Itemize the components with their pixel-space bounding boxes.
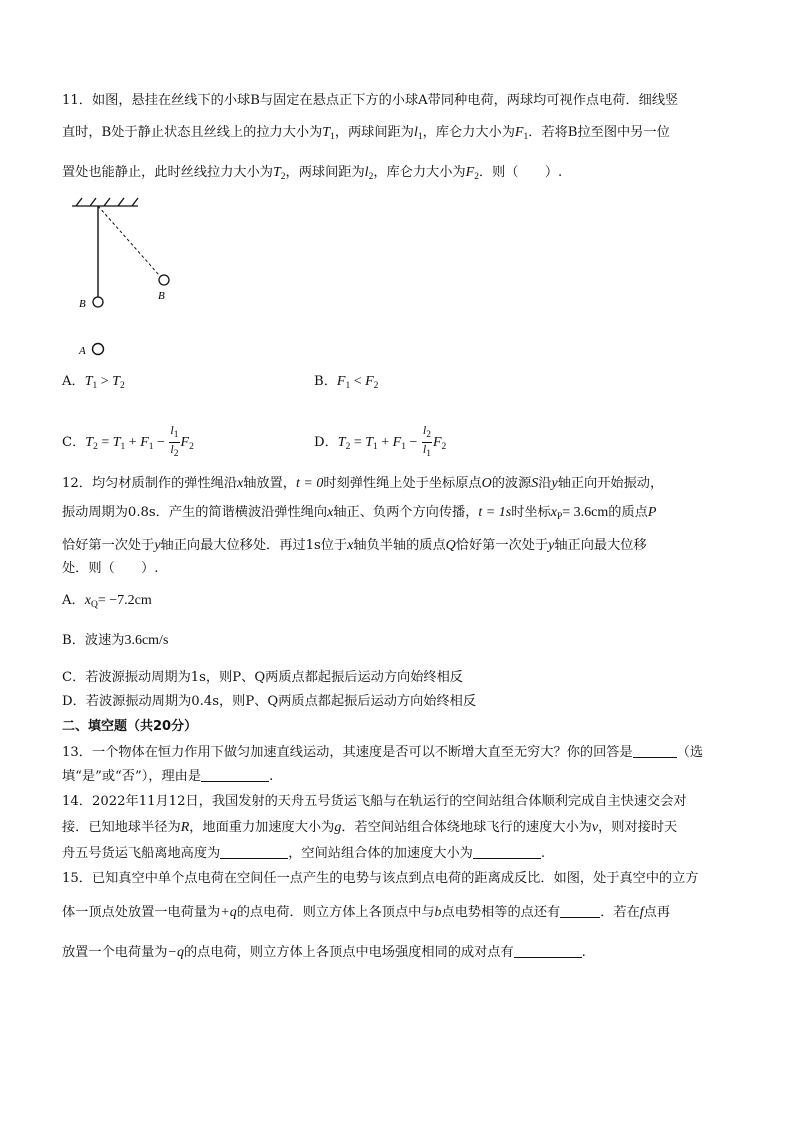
q13-answer-blank-1[interactable] xyxy=(633,743,677,758)
q11-option-c[interactable]: C．$T_2 = T_1 + F_1$ − $\frac{l_1}{l_2}$ $F_2$ xyxy=(62,423,194,459)
q12-option-b[interactable]: B．波速为3.6cm/s xyxy=(62,633,169,648)
q11-line2: 直时，B处于静止状态且丝线上的拉力大小为$T_1$，两球间距为$l_1$，库仑力大小为$F_1$．若将B拉至图中另一位 xyxy=(62,125,670,142)
fraction-l1-over-l2: $\frac{l_1}{l_2}$ xyxy=(170,423,179,459)
q11-line1: 11．如图，悬挂在丝线下的小球B与固定在悬点正下方的小球A带同种电荷，两球均可视作点电荷．细线竖 xyxy=(62,93,679,108)
q12-line1: 12．均匀材质制作的弹性绳沿x轴放置，t = 0时刻弹性绳上处于坐标原点O的波源S沿y轴正向开始振动， xyxy=(62,476,664,491)
fraction-l2-over-l1: $\frac{l_2}{l_1}$ xyxy=(422,423,431,459)
q12-option-a[interactable]: A．$x_Q= -7.2cm$ xyxy=(62,593,152,610)
pendulum-figure xyxy=(62,196,192,366)
dashed-thread xyxy=(98,206,159,275)
q14-line3: 舟五号货运飞船离地高度为 ，空间站组合体的加速度大小为 . xyxy=(62,846,546,861)
q12-line2: 振动周期为0.8s．产生的简谐横波沿弹性绳向x轴正、负两个方向传播，t = 1s时坐标$x_P= 3.6cm$的质点P xyxy=(62,505,657,522)
q11-option-d[interactable]: D．$T_2 = T_1 + F_1$ − $\frac{l_2}{l_1}$ $F_2$ xyxy=(314,423,447,459)
section-fill-in-heading: 二、填空题（共20分） xyxy=(62,719,198,734)
ball-b-displaced xyxy=(159,275,169,285)
q13-answer-blank-2[interactable] xyxy=(201,767,269,782)
q13-line1: 13．一个物体在恒力作用下做匀加速直线运动，其速度是否可以不断增大直至无穷大？你的回答是 （选 xyxy=(62,745,704,760)
q15-answer-blank-1[interactable] xyxy=(560,903,600,918)
q14-answer-blank-1[interactable] xyxy=(220,844,288,859)
q15-answer-blank-2[interactable] xyxy=(514,943,582,958)
label-b-displaced: B xyxy=(158,290,165,302)
label-b-vertical: B xyxy=(79,298,86,310)
q13-line2: 填“是”或“否”），理由是 . xyxy=(62,769,274,784)
q15-line3: 放置一个电荷量为−q的点电荷，则立方体上各顶点中电场强度相同的成对点有 . xyxy=(62,945,586,960)
q12-line4: 处．则（ ）. xyxy=(62,561,159,576)
q12-option-c[interactable]: C．若波源振动周期为1s，则P、Q两质点都起振后运动方向始终相反 xyxy=(62,670,463,685)
q15-line1: 15．已知真空中单个点电荷在空间任一点产生的电势与该点到点电荷的距离成反比．如图，处于真空中的立方 xyxy=(62,871,699,886)
ball-b-vertical xyxy=(93,297,103,307)
q11-option-b[interactable]: B．$F_1 < F_2$ xyxy=(314,374,379,391)
q14-line2: 接．已知地球半径为R，地面重力加速度大小为g．若空间站组合体绕地球飞行的速度大小为v，则对接时天 xyxy=(62,820,678,835)
q12-line3: 恰好第一次处于y轴正向最大位移处．再过1s位于x轴负半轴的质点Q恰好第一次处于y轴正向最大位移 xyxy=(62,538,647,553)
ceiling-support xyxy=(72,198,138,206)
label-a: A xyxy=(79,345,86,357)
q15-line2: 体一顶点处放置一电荷量为+q的点电荷．则立方体上各顶点中与b点电势相等的点还有 ．若在f点再 xyxy=(62,905,671,920)
ball-a xyxy=(93,344,104,355)
q14-line1: 14．2022年11月12日，我国发射的天舟五号货运飞船与在轨运行的空间站组合体顺利完成自主快速交会对 xyxy=(62,794,687,809)
q11-line3: 置处也能静止，此时丝线拉力大小为$T_2$，两球间距为$l_2$，库仑力大小为$F_2$．则（ ）. xyxy=(62,165,563,182)
q14-answer-blank-2[interactable] xyxy=(473,844,541,859)
q12-option-d[interactable]: D．若波源振动周期为0.4s，则P、Q两质点都起振后运动方向始终相反 xyxy=(62,694,477,709)
q11-option-a[interactable]: A．$T_1 > T_2$ xyxy=(62,374,125,391)
